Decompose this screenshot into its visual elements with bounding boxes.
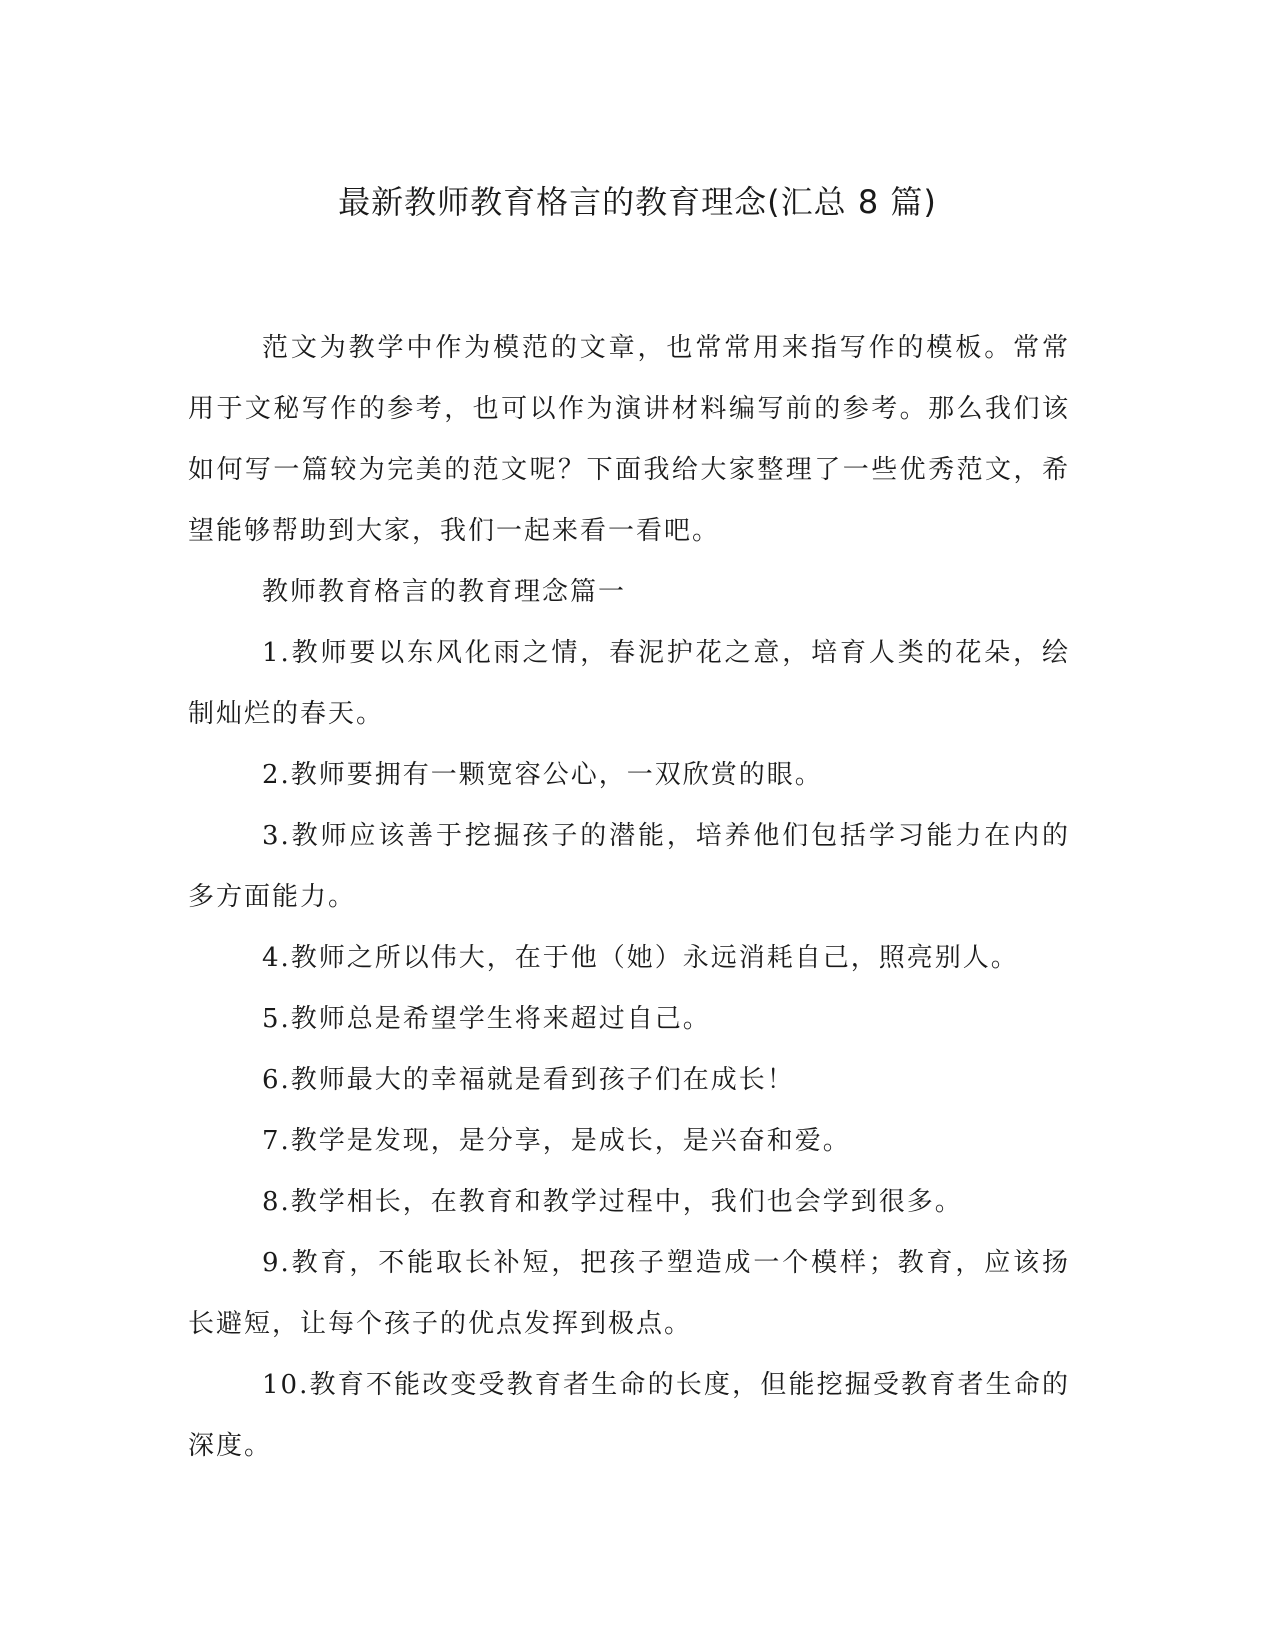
- list-item: 8.教学相长，在教育和教学过程中，我们也会学到很多。: [262, 1187, 963, 1217]
- list-item: 1.教师要以东风化雨之情，春泥护花之意，培育人类的花朵，绘制灿烂的春天。: [188, 638, 1070, 729]
- document-title: 最新教师教育格言的教育理念(汇总 8 篇): [338, 183, 937, 221]
- list-item: 6.教师最大的幸福就是看到孩子们在成长！: [262, 1065, 795, 1095]
- list-item: 7.教学是发现，是分享，是成长，是兴奋和爱。: [262, 1126, 851, 1156]
- list-item: 9.教育，不能取长补短，把孩子塑造成一个模样；教育，应该扬长避短，让每个孩子的优点发挥到极点。: [188, 1248, 1070, 1339]
- list-item: 5.教师总是希望学生将来超过自己。: [262, 1004, 711, 1034]
- section-heading: 教师教育格言的教育理念篇一: [262, 577, 627, 607]
- list-item: 2.教师要拥有一颗宽容公心，一双欣赏的眼。: [262, 760, 823, 790]
- list-item: 3.教师应该善于挖掘孩子的潜能，培养他们包括学习能力在内的多方面能力。: [188, 821, 1070, 912]
- list-item: 10.教育不能改变受教育者生命的长度，但能挖掘受教育者生命的深度。: [188, 1370, 1070, 1461]
- list-item: 4.教师之所以伟大，在于他（她）永远消耗自己，照亮别人。: [262, 943, 1019, 973]
- document-body: [188, 318, 1070, 1477]
- intro-paragraph: 范文为教学中作为模范的文章，也常常用来指写作的模板。常常用于文秘写作的参考，也可以作为演讲材料编写前的参考。那么我们该如何写一篇较为完美的范文呢？下面我给大家整理了一些优秀范文，希望能够帮助到大家，我们一起来看一看吧。: [188, 333, 1070, 546]
